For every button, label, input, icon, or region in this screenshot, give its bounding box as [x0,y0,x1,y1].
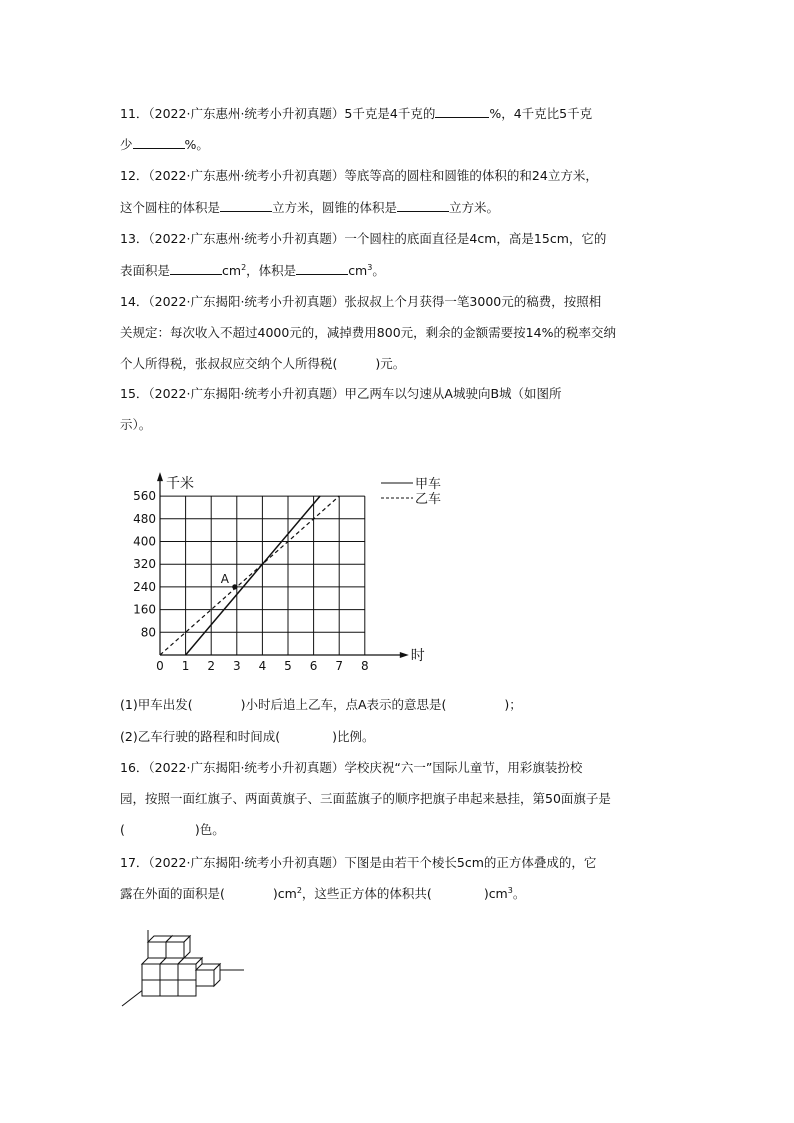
q14-line2: 关规定：每次收入不超过4000元的，减掉费用800元，剩余的金额需要按14%的税率交纳 [120,325,616,340]
point-a-label: A [220,571,230,586]
x-tick-label: 6 [309,659,318,673]
q12-line2: 这个圆柱的体积是 立方米，圆锥的体积是 立方米。 [120,200,500,215]
y-tick-label: 320 [133,557,156,572]
chart-labels [133,475,425,673]
q15-line1: 15．（2022·广东揭阳·统考小升初真题）甲乙两车以匀速从A城驶向B城（如图所 [120,386,562,401]
q16-line3: ( )色。 [120,822,225,837]
q13-line1: 13．（2022·广东惠州·统考小升初真题）一个圆柱的底面直径是4cm，高是15cm，它的 [120,231,607,246]
legend-label-2: 乙车 [415,492,442,507]
q12-line1: 12．（2022·广东惠州·统考小升初真题）等底等高的圆柱和圆锥的体积的和24立方米， [120,168,598,183]
cube [166,936,190,958]
y-tick-label: 80 [140,625,156,640]
q17-line1: 17．（2022·广东揭阳·统考小升初真题）下图是由若干个棱长5cm的正方体叠成的，它 [120,855,597,870]
x-axis-label: 时 [410,648,425,664]
cube [142,980,160,996]
y-tick-label: 240 [133,579,156,594]
x-tick-label: 3 [232,659,241,673]
y-tick-label: 160 [133,602,156,617]
x-tick-label: 7 [335,659,344,673]
chart-series [160,496,339,655]
q15-sub1: (1)甲车出发( )小时后追上乙车，点A表示的意思是( )； [120,697,522,712]
y-tick-label: 480 [133,511,156,526]
q15-line2: 示）。 [120,417,152,432]
origin-label: 0 [156,659,164,673]
q15-sub2: (2)乙车行驶的路程和时间成( )比例。 [120,729,375,744]
q13-line2: 表面积是 $cm^2$，体积是 $cm^3$。 [120,262,385,278]
x-axis-arrow [400,652,409,658]
chart-grid [160,496,365,655]
q14-line1: 14．（2022·广东揭阳·统考小升初真题）张叔叔上个月获得一笔3000元的稿费，按照相 [120,294,602,309]
legend-label-1: 甲车 [415,477,442,492]
q16-line1: 16．（2022·广东揭阳·统考小升初真题）学校庆祝“六一”国际儿童节，用彩旗装扮校 [120,760,583,775]
q16-line2: 园，按照一面红旗子、两面黄旗子、三面蓝旗子的顺序把旗子串起来悬挂，第50面旗子是 [120,791,611,806]
y-tick-label: 400 [133,534,156,549]
series-line-1 [186,496,320,655]
x-tick-label: 4 [258,659,267,673]
q11-line1: 11．（2022·广东惠州·统考小升初真题）5千克是4千克的 %，4千克比5千克 [120,106,593,121]
cube [160,980,178,996]
y-axis-arrow [157,472,163,481]
y-tick-label: 560 [133,489,156,504]
q11-line2: 少 %。 [120,137,209,152]
stacked-cubes-figure [118,930,250,1010]
x-tick-label: 2 [207,659,216,673]
x-tick-label: 1 [181,659,190,673]
point-a-marker [232,584,237,589]
q17-line2: 露在外面的面积是( )$cm^2$，这些正方体的体积共( )$cm^3$。 [120,885,526,901]
x-tick-label: 8 [360,659,369,673]
series-line-2 [160,496,339,655]
chart-legend [381,477,441,507]
x-tick-label: 5 [284,659,292,673]
q14-line3: 个人所得税，张叔叔应交纳个人所得税( )元。 [120,356,406,371]
y-axis-label: 千米 [166,476,194,493]
chart-axes [157,472,409,658]
cube [196,964,220,986]
